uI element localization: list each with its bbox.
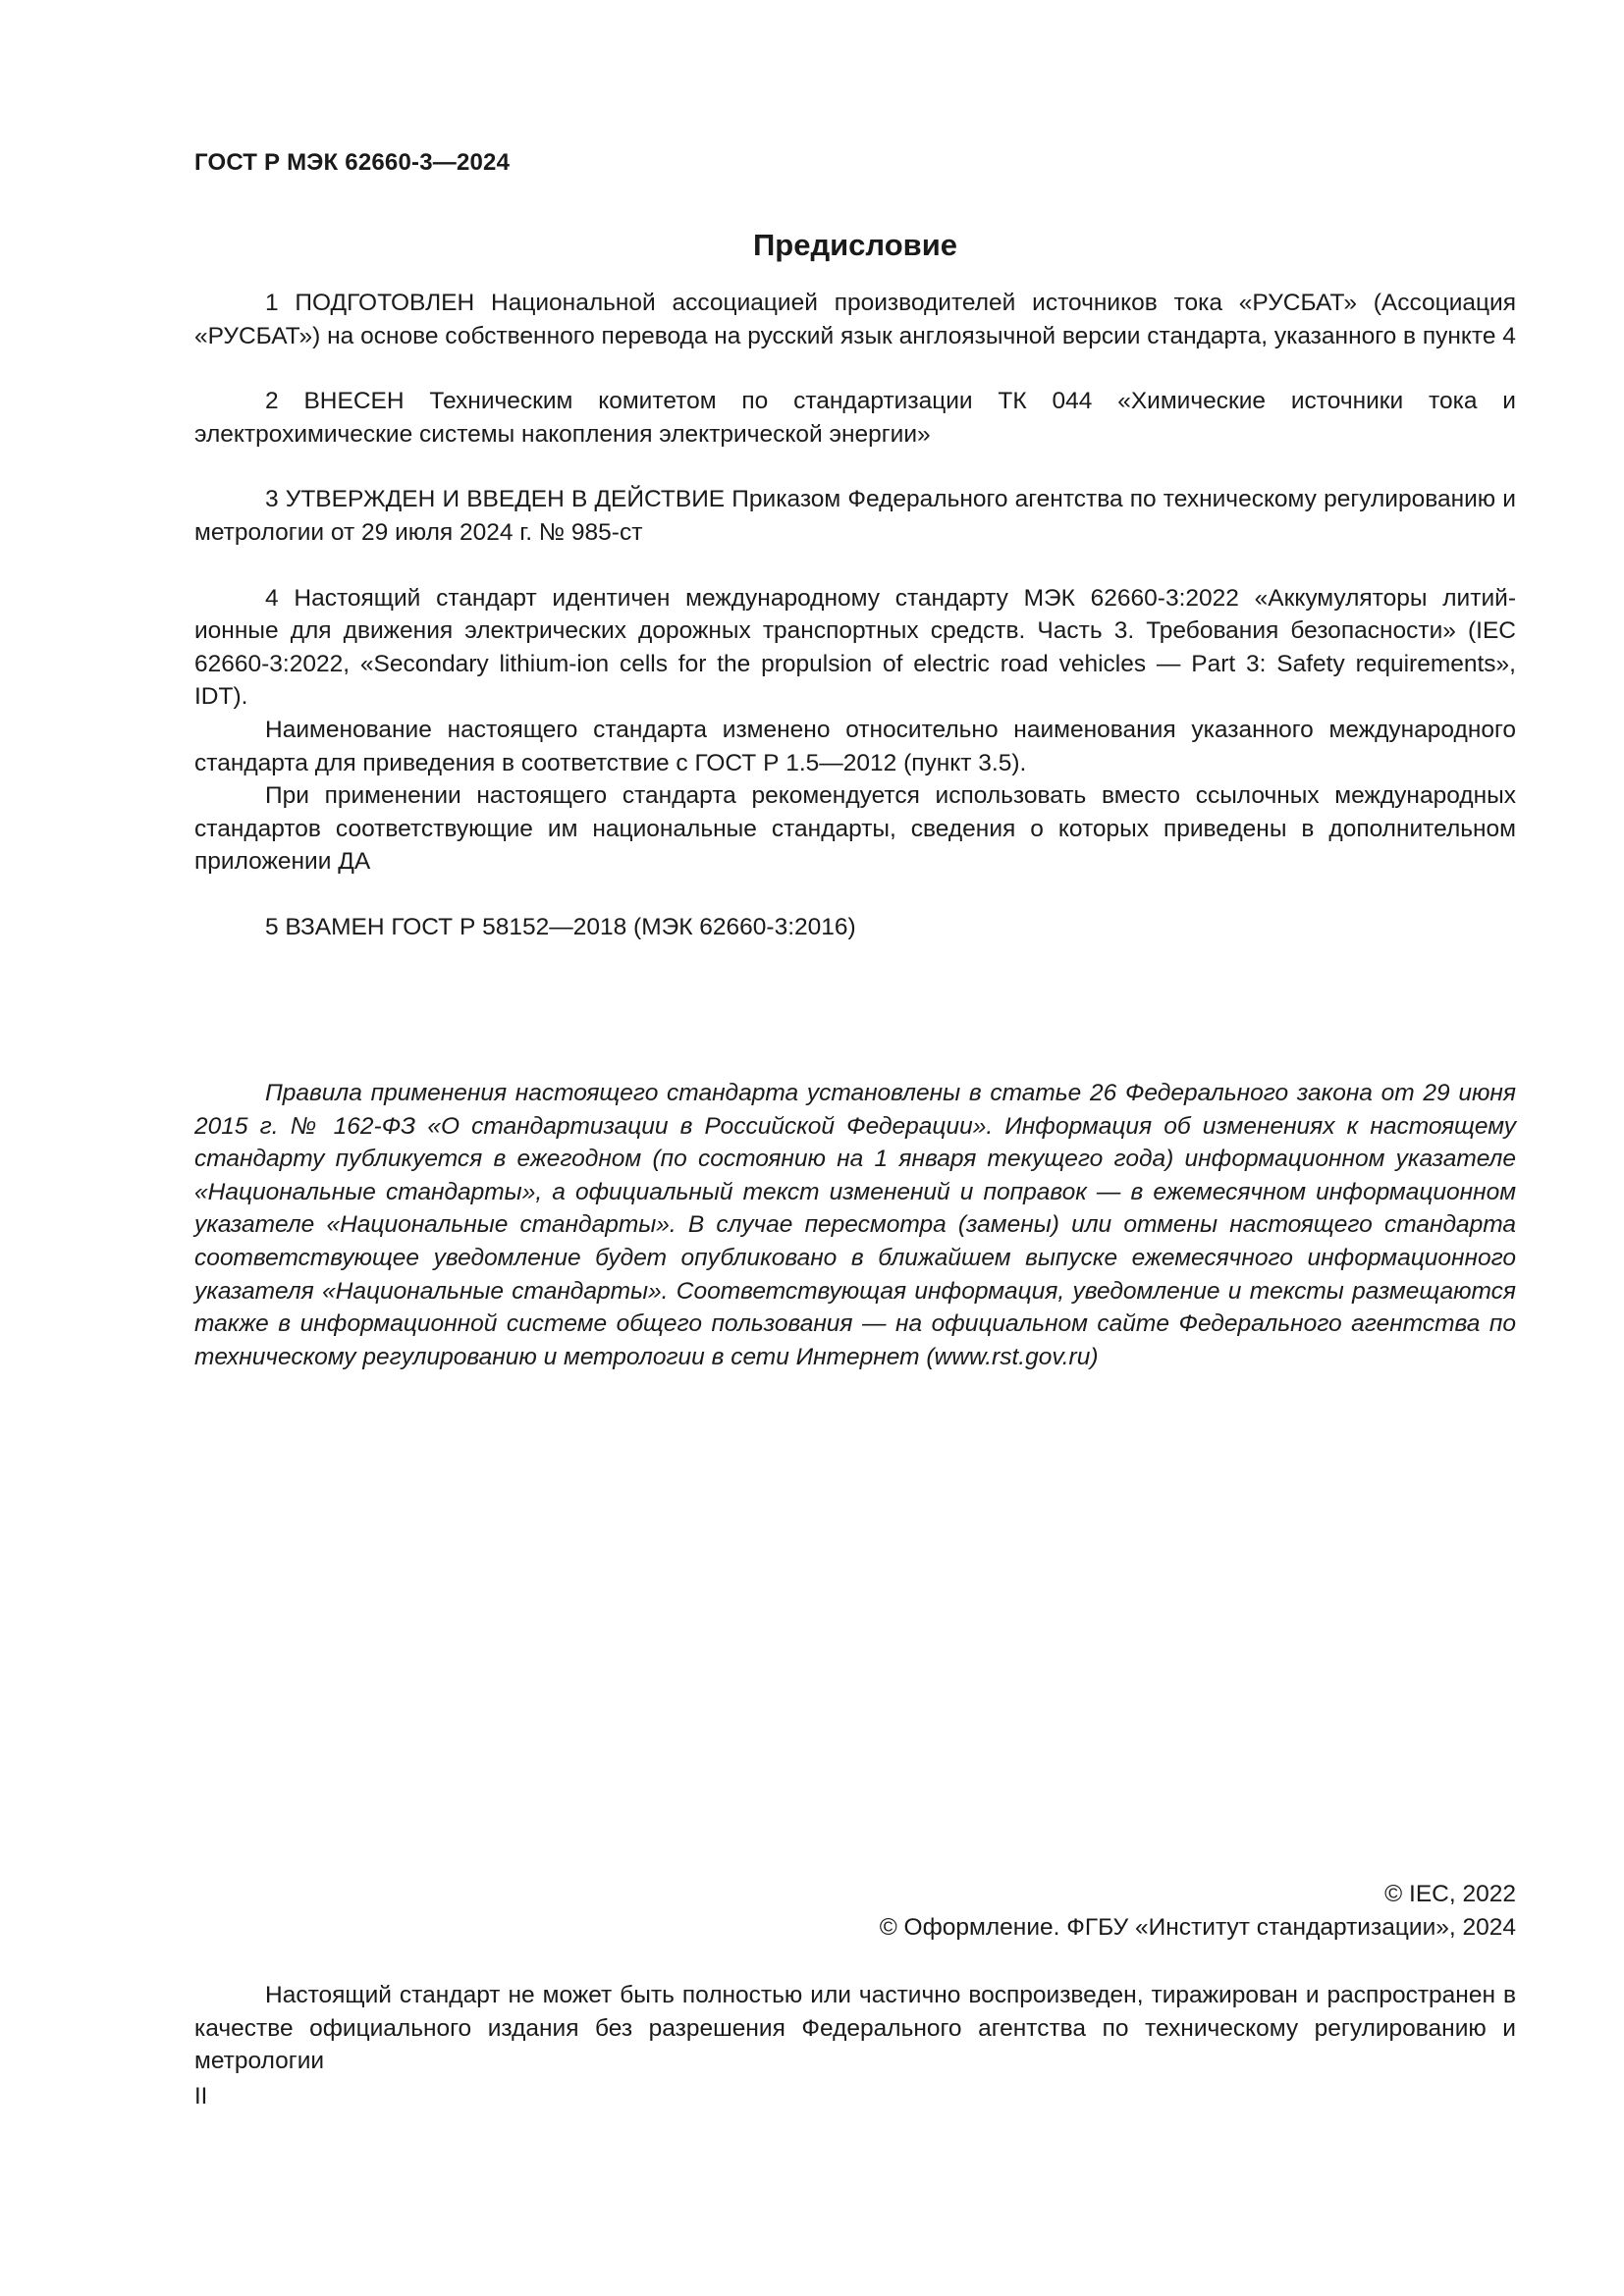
page-number: II xyxy=(194,2083,208,2109)
application-rules-text: Правила применения настоящего стандарта установлены в статье 26 Федерального закона от 29 июня 2015 г. № 162-ФЗ «О стандартизации в Российской Федерации». Информация об изменениях к настоящему стандарту публикуется в ежегодном (по состоянию на 1 января текущего года) информационном указателе «Национальные стандарты», а официальный текст изменений и поправок — в ежемесячном информационном указателе «Национальные стандарты». В случае пересмотра (замены) или отмены настоящего стандарта соответствующее уведомление будет опубликовано в ближайшем выпуске ежемесячного информационного указателя «Национальные стандарты». Соответствующая информация, уведомление и тексты размещаются также в информационной системе общего пользования — на официальном сайте Федерального агентства по техническому регулированию и метрологии в сети Интернет (www.rst.gov.ru) xyxy=(194,1080,1516,1370)
copyright-block xyxy=(194,1878,1516,1945)
preface-item-4: 4 Настоящий стандарт идентичен международному стандарту МЭК 62660-3:2022 «Аккумуляторы литий-ионные для движения электрических дорожных транспортных средств. Часть 3. Требования безопасности» (IEC 62660-3:2022, «Secondary lithium-ion cells for the propulsion of electric road vehicles — Part 3: Safety requirements», IDT). xyxy=(194,584,1516,711)
reproduction-notice-text: Настоящий стандарт не может быть полностью или частично воспроизведен, тиражирован и распространен в качестве официального издания без разрешения Федерального агентства по техническому регулированию и метрологии xyxy=(194,1982,1516,2075)
reproduction-notice xyxy=(194,1979,1516,2078)
preface-item-1: 1 ПОДГОТОВЛЕН Национальной ассоциацией производителей источников тока «РУСБАТ» (Ассоциация «РУСБАТ») на основе собственного перевода на русский язык англоязычной версии стандарта, указанного в пункте 4 xyxy=(194,290,1516,349)
preface-items xyxy=(194,287,1516,944)
preface-item-2: 2 ВНЕСЕН Техническим комитетом по стандартизации ТК 044 «Химические источники тока и электрохимические системы накопления электрической энергии» xyxy=(194,388,1516,448)
page-title: Предисловие xyxy=(752,228,957,262)
preface-item-4-title-note: Наименование настоящего стандарта изменено относительно наименования указанного международного стандарта для приведения в соответствие с ГОСТ Р 1.5—2012 (пункт 3.5). xyxy=(194,716,1516,776)
preface-item-3: 3 УТВЕРЖДЕН И ВВЕДЕН В ДЕЙСТВИЕ Приказом Федерального агентства по техническому регулированию и метрологии от 29 июля 2024 г. № 985-ст xyxy=(194,486,1516,546)
preface-item-4-reference-note: При применении настоящего стандарта рекомендуется использовать вместо ссылочных международных стандартов соответствующие им национальные стандарты, сведения о которых приведены в дополнительном приложении ДА xyxy=(194,782,1516,876)
copyright-design: © Оформление. ФГБУ «Институт стандартизации», 2024 xyxy=(879,1914,1516,1941)
application-rules-block xyxy=(194,1077,1516,1373)
document-code-header: ГОСТ Р МЭК 62660-3—2024 xyxy=(194,149,511,176)
preface-item-5: 5 ВЗАМЕН ГОСТ Р 58152—2018 (МЭК 62660-3:2016) xyxy=(265,913,856,940)
copyright-iec: © IEC, 2022 xyxy=(1384,1881,1516,1907)
